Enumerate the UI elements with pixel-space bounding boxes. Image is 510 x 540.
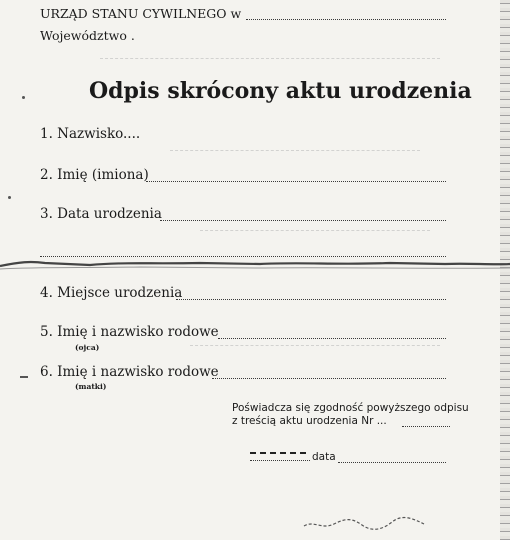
field-first-names-dots: [146, 181, 446, 182]
father-note: (ojca): [75, 343, 100, 352]
signature-scribble: [300, 512, 430, 534]
voivodeship-label: Województwo .: [40, 28, 135, 43]
date-right-dots: [338, 462, 446, 463]
certification-line-2: z treścią aktu urodzenia Nr ...: [232, 415, 387, 427]
background-texture: [190, 345, 440, 346]
field-father-name-dots: [218, 338, 446, 339]
margin-mark: [8, 196, 11, 199]
background-texture: [100, 58, 440, 59]
field-mother-name-dots: [212, 378, 446, 379]
paper-fold: [0, 256, 510, 272]
field-mother-name-label: 6. Imię i nazwisko rodowe: [40, 364, 219, 380]
field-surname-label: 1. Nazwisko....: [40, 126, 141, 142]
field-father-name-label: 5. Imię i nazwisko rodowe: [40, 324, 219, 340]
field-birth-date-label: 3. Data urodzenia: [40, 206, 162, 222]
date-label: data: [312, 451, 336, 463]
date-dash-mark: [250, 452, 306, 454]
registry-office-label: URZĄD STANU CYWILNEGO w: [40, 6, 242, 21]
document-title: Odpis skrócony aktu urodzenia: [89, 78, 472, 104]
margin-mark: [22, 96, 25, 99]
certification-line-1: Poświadcza się zgodność powyższego odpisu: [232, 402, 469, 414]
field-first-names-label: 2. Imię (imiona): [40, 167, 149, 183]
date-left-dots: [250, 460, 310, 461]
certification-number-dots: [402, 426, 450, 427]
mother-note: (matki): [75, 382, 107, 391]
background-texture: [200, 230, 430, 231]
field-birth-place-dots: [176, 299, 446, 300]
registry-office-dots: [246, 19, 446, 20]
field-birth-place-label: 4. Miejsce urodzenia: [40, 285, 183, 301]
margin-mark: [20, 376, 28, 378]
background-texture: [170, 150, 420, 151]
field-birth-date-dots: [160, 220, 446, 221]
